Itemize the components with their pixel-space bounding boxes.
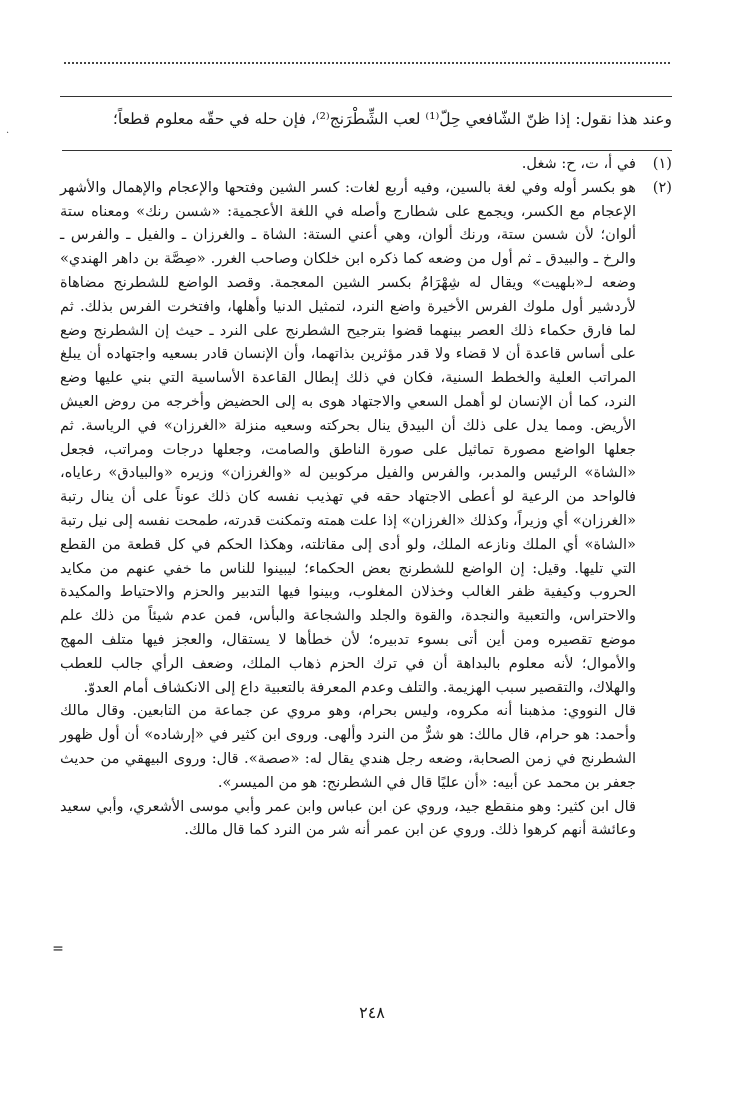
footnote-text: في أ، ت، ح: شغل. [521, 155, 636, 172]
margin-mark: · [6, 128, 10, 139]
footnote-number: (١) [652, 155, 672, 172]
footnotes [60, 152, 672, 842]
footnote-paragraph: هو بكسر أوله وفي لغة بالسين، وفيه أربع لغات: كسر الشين وفتحها والإعجام والإهمال والأشهر الإعجام مع الكسر، ويجمع على شطارج وأصله في اللغة الأعجمية: «شسن رنك» ومعناه ستة ألوان؛ لأن شسن ستة، ورنك ألوان، وهي أعني الستة: الشاة ـ والغرزان ـ والفيل ـ والفرس ـ والرخ ـ والبيدق ـ ثم أول من وضعه كما ذكره ابن خلكان وصاحب الغرر. «صِصَّة بن داهر الهندي» وضعه لـ«بلهيت» ويقال له شِهْرَامُ بكسر الشين المعجمة. وقصد الواضع للشطرنج مضاهاة لأردشير أول ملوك الفرس الأخيرة واضع النرد، لتمثيل الدنيا وأهلها، وافتخرت الفرس بذلك. ثم لما فارق حكماء ذلك العصر بينهما قضوا بترجيح الشطرنج على النرد ـ حيث إن الشطرنج وضع على أساس قاعدة أن لا قضاء ولا قدر مؤثرين بذاتهما، وأن الإنسان قادر بسعيه واجتهاده أن يبلغ المراتب العلية والخطط السنية، فكان في ذلك إبطال القاعدة الأساسية التي بني عليها وضع النرد، كما أن الإنسان لو أهمل السعي والاجتهاد هوى به إلى الحضيض وأخرجه من روض العيش الأريض. ومما يدل على ذلك أن البيدق ينال بحركته وسعيه منزلة «الغرزان» في الرياسة. ثم جعلها الواضع مصورة تماثيل على صورة الناطق والصامت، وجعلها درجات ومراتب، فجعل «الشاة» الرئيس والمدبر، والفرس والفيل مركوبين له «والغرزان» وزيره «والبيادق» رعاياه، فالواحد من الرعية لو أعطى الاجتهاد حقه في تهذيب نفسه كان ذلك عوناً على أن ينال رتبة «الغرزان» أي وزيراً، وكذلك «الغرزان» إذا علت همته وتمكنت قدرته، طمحت نفسه إلى نيل رتبة «الشاة» أي الملك ونازعه الملك، ولو أدى إلى مقاتلته، وهكذا الحكم في كل قطعة من القطع التي تليها. وقيل: إن الواضع للشطرنج بعض الحكماء؛ ليبينوا للناس ما خفي عنهم من مكايد الحروب وكيفية ظفر الغالب وخذلان المغلوب، وبينوا فيها التدبير والحزم والاحتياط والمكيدة والاحتراس، والتعبية والنجدة، والقوة والجلد والشجاعة والبأس، فمن عدم شيئاً من ذلك علم موضع تقصيره ومن أين أتى بسوء تدبيره؛ لأن خطأها لا يستقال، والعجز فيها متلف المهج والأموال؛ لأنه معلوم بالبداهة أن في ترك الحزم ذهاب الملك، وضعف الرأي جالب للعطب والهلاك، والتقصير سبب الهزيمة. والتلف وعدم المعرفة بالتعبية داع إلى الانكشاف أمام العدوّ. [60, 178, 636, 696]
continuation-mark: = [52, 941, 64, 957]
dotted-separator [64, 62, 670, 64]
footnote-paragraph: قال ابن كثير: وهو منقطع جيد، وروي عن ابن عباس وابن عمر وأبي موسى الأشعري، وأبي سعيد وعائشة أنهم كرهوا ذلك. وروي عن ابن عمر أنه شر من النرد كما قال مالك. [60, 797, 636, 839]
footnote-1 [60, 152, 672, 176]
footnote-paragraph: قال النووي: مذهبنا أنه مكروه، وليس بحرام، وهو مروي عن جماعة من التابعين. وقال مالك وأحمد: هو حرام، قال مالك: هو شرٌّ من النرد وألهى. وروى ابن كثير في «إرشاده» أن أول ظهور الشطرنج في زمن الصحابة، وضعه رجل هندي يقال له: «صصة». قال: وروى البيهقي من حديث جعفر بن محمد عن أبيه: «أن عليًا قال في الشطرنج: هو من الميسر». [60, 702, 636, 791]
footnote-2 [60, 176, 672, 842]
footnote-separator [62, 150, 672, 151]
main-text: وعند هذا نقول: إذا ظنّ الشّافعي حِلّ⁽¹⁾ لعب الشِّطْرَنج⁽²⁾، فإن حله في حقّه معلوم قطعاً؛ [60, 96, 672, 133]
page-number: ٢٤٨ [359, 1003, 385, 1022]
footnote-number: (٢) [652, 178, 672, 196]
